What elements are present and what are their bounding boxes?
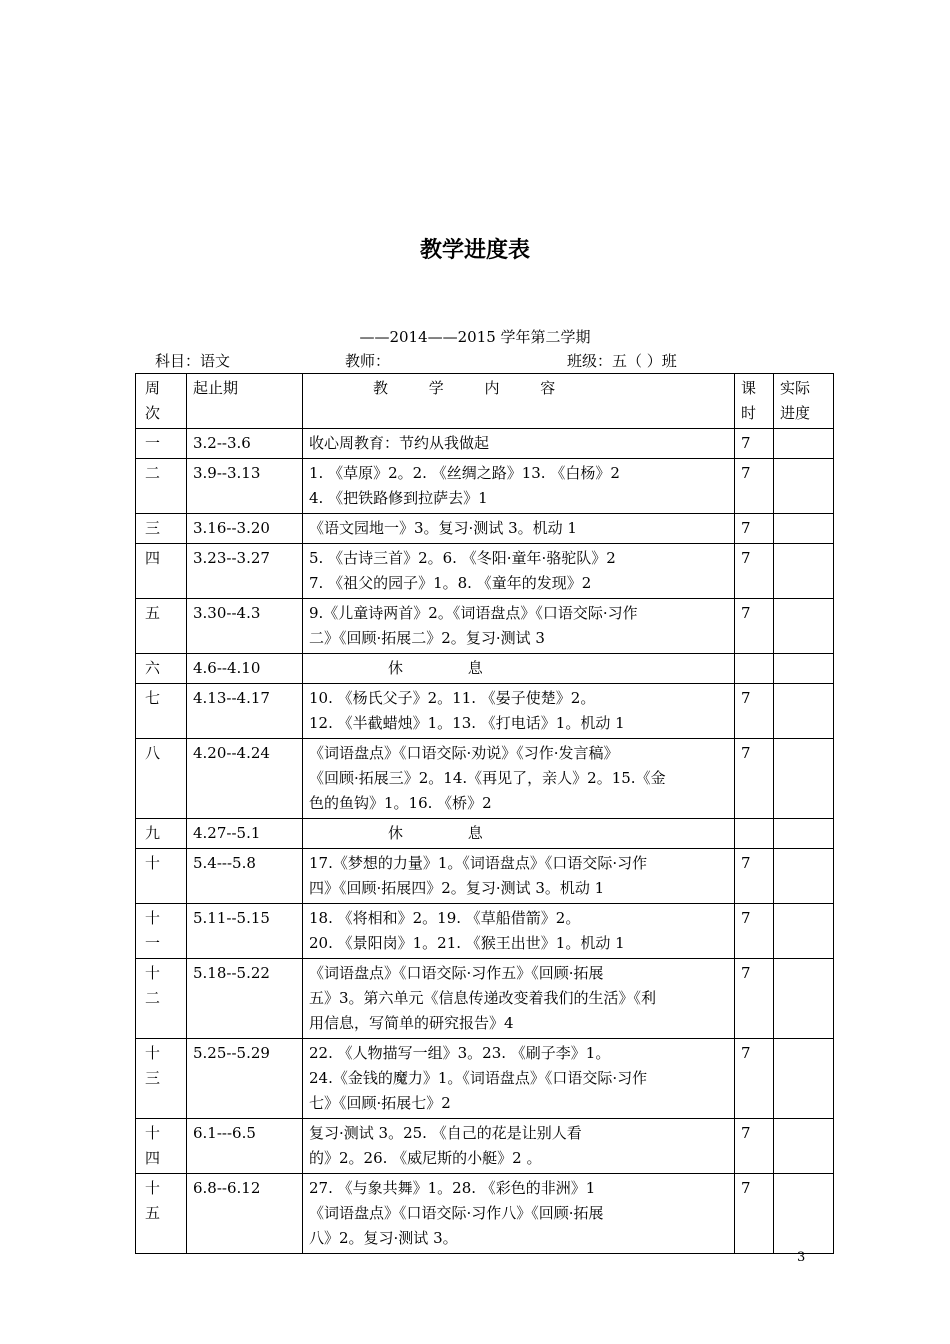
- content-cell: [303, 599, 735, 654]
- header-line: 实际: [780, 379, 811, 397]
- progress-cell: [774, 599, 834, 654]
- content-line: 五》3。第六单元《信息传递改变着我们的生活》《利: [309, 989, 657, 1007]
- content-line: 10. 《杨氏父子》2。11. 《晏子使楚》2。: [309, 689, 596, 707]
- content-line: 《语文园地一》3。复习·测试 3。机动 1: [309, 519, 577, 537]
- table-row: [136, 739, 834, 819]
- hours-cell: 7: [735, 739, 774, 819]
- content-line: 二》《回顾·拓展二》2。复习·测试 3: [309, 629, 545, 647]
- progress-cell: [774, 429, 834, 459]
- table-row: [136, 849, 834, 904]
- header-content: 教 学 内 容: [303, 374, 735, 429]
- table-row: [136, 599, 834, 654]
- content-line: 四》《回顾·拓展四》2。复习·测试 3。机动 1: [309, 879, 605, 897]
- hours-cell: [735, 819, 774, 849]
- header-hours: [735, 374, 774, 429]
- table-row: [136, 514, 834, 544]
- content-cell: [303, 459, 735, 514]
- semester-subtitle: ——2014——2015 学年第二学期: [359, 328, 591, 346]
- content-line: 《词语盘点》《口语交际·习作五》《回顾·拓展: [309, 964, 604, 982]
- week-cell: 十: [136, 849, 187, 904]
- week-char: 十: [145, 964, 161, 982]
- dates-cell: 4.27--5.1: [187, 819, 303, 849]
- hours-cell: 7: [735, 1174, 774, 1254]
- content-line: 1. 《草原》2。2. 《丝绸之路》13. 《白杨》2: [309, 464, 620, 482]
- dates-cell: 5.18--5.22: [187, 959, 303, 1039]
- progress-cell: [774, 654, 834, 684]
- content-cell: [303, 904, 735, 959]
- week-cell: 一: [136, 429, 187, 459]
- hours-cell: 7: [735, 599, 774, 654]
- hours-cell: 7: [735, 429, 774, 459]
- dates-cell: 3.2--3.6: [187, 429, 303, 459]
- hours-cell: 7: [735, 904, 774, 959]
- progress-cell: [774, 1119, 834, 1174]
- table-row: [136, 1174, 834, 1254]
- content-line: 7. 《祖父的园子》1。8. 《童年的发现》2: [309, 574, 592, 592]
- week-cell: 二: [136, 459, 187, 514]
- dates-cell: 6.1---6.5: [187, 1119, 303, 1174]
- content-line: 18. 《将相和》2。19. 《草船借箭》2。: [309, 909, 581, 927]
- class-label: 班级：五（ ）班: [567, 352, 677, 370]
- week-cell: [136, 904, 187, 959]
- content-line: 八》2。复习·测试 3。: [309, 1229, 458, 1247]
- content-cell: [303, 544, 735, 599]
- content-line: 休 息: [388, 659, 513, 677]
- content-cell: [303, 1174, 735, 1254]
- header-line: 进度: [780, 404, 811, 422]
- content-cell: [303, 819, 735, 849]
- hours-cell: 7: [735, 514, 774, 544]
- table-row: [136, 544, 834, 599]
- progress-cell: [774, 684, 834, 739]
- content-line: 用信息，写简单的研究报告》4: [309, 1014, 514, 1032]
- page-number: 3: [797, 1250, 806, 1265]
- schedule-body: [136, 429, 834, 1254]
- teacher-label: 教师：: [345, 352, 391, 370]
- hours-cell: 7: [735, 849, 774, 904]
- content-cell: [303, 959, 735, 1039]
- dates-cell: 3.16--3.20: [187, 514, 303, 544]
- progress-cell: [774, 1039, 834, 1119]
- progress-cell: [774, 819, 834, 849]
- content-line: 17.《梦想的力量》1。《词语盘点》《口语交际·习作: [309, 854, 648, 872]
- content-line: 22. 《人物描写一组》3。23. 《刷子李》1。: [309, 1044, 611, 1062]
- table-row: [136, 959, 834, 1039]
- content-line: 20. 《景阳岗》1。21. 《猴王出世》1。机动 1: [309, 934, 625, 952]
- content-cell: [303, 429, 735, 459]
- hours-cell: 7: [735, 1119, 774, 1174]
- schedule-table: [135, 373, 834, 1254]
- week-char: 十: [145, 1044, 161, 1062]
- header-dates: 起止期: [187, 374, 303, 429]
- header-line: 次: [145, 404, 161, 422]
- week-char: 二: [145, 989, 161, 1007]
- content-cell: [303, 1039, 735, 1119]
- header-line: 周: [145, 379, 161, 397]
- progress-cell: [774, 904, 834, 959]
- table-row: [136, 654, 834, 684]
- content-cell: [303, 654, 735, 684]
- content-line: 《词语盘点》《口语交际·劝说》《习作·发言稿》: [309, 744, 619, 762]
- dates-cell: 4.13--4.17: [187, 684, 303, 739]
- dates-cell: 4.6--4.10: [187, 654, 303, 684]
- progress-cell: [774, 739, 834, 819]
- week-char: 三: [145, 1069, 161, 1087]
- week-cell: 八: [136, 739, 187, 819]
- header-line: 时: [741, 404, 757, 422]
- table-row: [136, 459, 834, 514]
- content-line: 《回顾·拓展三》2。14.《再见了，亲人》2。15.《金: [309, 769, 666, 787]
- table-row: [136, 1119, 834, 1174]
- progress-cell: [774, 514, 834, 544]
- week-char: 十: [145, 909, 161, 927]
- week-cell: 九: [136, 819, 187, 849]
- content-line: 4. 《把铁路修到拉萨去》1: [309, 489, 488, 507]
- content-cell: [303, 739, 735, 819]
- hours-cell: 7: [735, 684, 774, 739]
- header-line: 课: [741, 379, 757, 397]
- content-cell: [303, 849, 735, 904]
- table-row: [136, 429, 834, 459]
- header-week: [136, 374, 187, 429]
- progress-cell: [774, 544, 834, 599]
- week-cell: 四: [136, 544, 187, 599]
- content-cell: [303, 684, 735, 739]
- week-cell: 三: [136, 514, 187, 544]
- week-cell: [136, 1119, 187, 1174]
- table-row: [136, 819, 834, 849]
- content-cell: [303, 1119, 735, 1174]
- hours-cell: 7: [735, 544, 774, 599]
- dates-cell: 4.20--4.24: [187, 739, 303, 819]
- dates-cell: 3.30--4.3: [187, 599, 303, 654]
- dates-cell: 3.9--3.13: [187, 459, 303, 514]
- content-line: 5. 《古诗三首》2。6. 《冬阳·童年·骆驼队》2: [309, 549, 616, 567]
- week-char: 五: [145, 1204, 161, 1222]
- week-cell: [136, 1039, 187, 1119]
- table-row: [136, 904, 834, 959]
- dates-cell: 5.25--5.29: [187, 1039, 303, 1119]
- hours-cell: [735, 654, 774, 684]
- week-char: 四: [145, 1149, 161, 1167]
- progress-cell: [774, 959, 834, 1039]
- table-row: [136, 1039, 834, 1119]
- dates-cell: 5.4---5.8: [187, 849, 303, 904]
- week-char: 十: [145, 1124, 161, 1142]
- content-line: 《词语盘点》《口语交际·习作八》《回顾·拓展: [309, 1204, 604, 1222]
- table-row: [136, 684, 834, 739]
- document-title: 教学进度表: [419, 238, 530, 263]
- content-line: 9.《儿童诗两首》2。《词语盘点》《口语交际·习作: [309, 604, 638, 622]
- content-line: 休 息: [388, 824, 513, 842]
- dates-cell: 3.23--3.27: [187, 544, 303, 599]
- week-cell: 五: [136, 599, 187, 654]
- content-line: 的》2。26. 《威尼斯的小艇》2 。: [309, 1149, 542, 1167]
- subject-label: 科目：语文: [155, 352, 231, 370]
- content-line: 复习·测试 3。25. 《自己的花是让别人看: [309, 1124, 582, 1142]
- progress-cell: [774, 459, 834, 514]
- week-cell: 七: [136, 684, 187, 739]
- content-line: 27. 《与象共舞》1。28. 《彩色的非洲》1: [309, 1179, 596, 1197]
- content-line: 色的鱼钩》1。16. 《桥》2: [309, 794, 492, 812]
- hours-cell: 7: [735, 1039, 774, 1119]
- week-char: 十: [145, 1179, 161, 1197]
- content-line: 12. 《半截蜡烛》1。13. 《打电话》1。机动 1: [309, 714, 625, 732]
- week-cell: 六: [136, 654, 187, 684]
- dates-cell: 6.8--6.12: [187, 1174, 303, 1254]
- week-char: 一: [145, 934, 161, 952]
- hours-cell: 7: [735, 959, 774, 1039]
- content-cell: [303, 514, 735, 544]
- content-line: 收心周教育：节约从我做起: [309, 434, 490, 452]
- week-cell: [136, 959, 187, 1039]
- dates-cell: 5.11--5.15: [187, 904, 303, 959]
- header-progress: [774, 374, 834, 429]
- progress-cell: [774, 1174, 834, 1254]
- content-line: 24.《金钱的魔力》1。《词语盘点》《口语交际·习作: [309, 1069, 648, 1087]
- hours-cell: 7: [735, 459, 774, 514]
- table-header-row: [136, 374, 834, 429]
- progress-cell: [774, 849, 834, 904]
- week-cell: [136, 1174, 187, 1254]
- content-line: 七》《回顾·拓展七》2: [309, 1094, 451, 1112]
